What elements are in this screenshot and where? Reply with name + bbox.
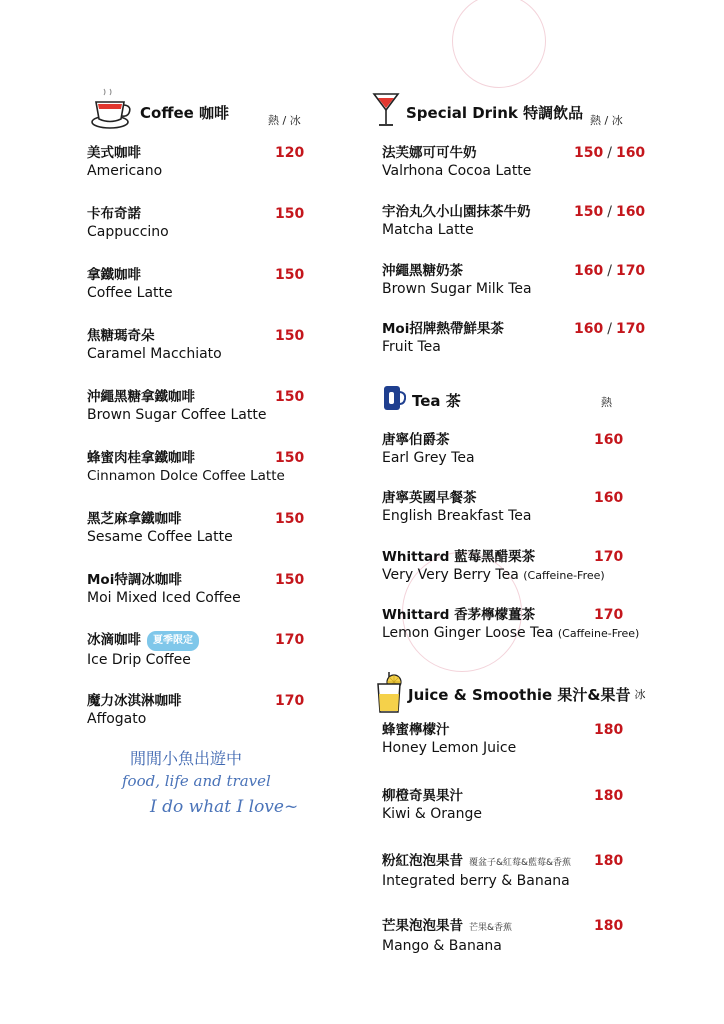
item-price: 180 [594,788,624,804]
item-name-zh: Whittard 香茅檸檬薑茶 [382,607,536,623]
item-name-en: Valrhona Cocoa Latte [382,163,532,179]
item-name-zh: 冰滴咖啡 [87,632,141,648]
menu-item [87,631,327,669]
price-separator: / [607,321,612,337]
item-price: 150 [275,206,305,222]
item-name-en: Cinnamon Dolce Coffee Latte [87,468,285,484]
item-name-zh: Moi招牌熱帶鮮果茶 [382,321,504,337]
menu-item [382,489,622,525]
item-name-zh: 唐寧英國早餐茶 [382,490,477,506]
price-separator: / [607,263,612,279]
menu-item [87,144,327,180]
item-price: 180 [594,722,624,738]
menu-item [87,205,327,241]
menu-item [382,203,646,239]
item-name-zh: 拿鐵咖啡 [87,267,141,283]
juice-temp-label: 冰 [634,688,646,701]
item-price: 150 [275,328,305,344]
menu-item [382,548,622,585]
item-name-zh: 柳橙奇異果汁 [382,788,463,804]
item-name-en: Affogato [87,711,147,727]
menu-item [87,388,327,424]
item-name-zh: 蜂蜜肉桂拿鐵咖啡 [87,450,195,466]
menu-item [382,606,640,643]
tea-section-title: Tea 茶 [412,391,461,410]
price-iced: 160 [615,204,646,220]
special-temp-label: 熱 / 冰 [590,114,623,127]
item-name-zh: 焦糖瑪奇朵 [87,328,155,344]
item-name-zh: 卡布奇諾 [87,206,141,222]
menu-item [87,266,327,302]
seasonal-badge: 夏季限定 [147,631,199,651]
juice-section-header [374,670,646,718]
caffeine-free-note: (Caffeine-Free) [557,627,640,640]
price-hot: 150 [574,145,604,161]
item-price: 170 [594,607,624,623]
item-name-en: Moi Mixed Iced Coffee [87,590,241,606]
item-name-en: Very Very Berry Tea [382,567,519,583]
item-name-en: English Breakfast Tea [382,508,532,524]
watermark-motto: I do what I love~ [150,797,299,817]
menu-item [87,571,327,607]
cocktail-glass-icon [372,90,400,134]
item-price: 150 [275,511,305,527]
item-name-zh: 宇治丸久小山園抹茶牛奶 [382,204,531,220]
item-name-zh: 沖繩黑糖奶茶 [382,263,463,279]
menu-item [87,692,327,728]
item-name-zh: 蜂蜜檸檬汁 [382,722,450,738]
tea-section-header [382,384,461,416]
menu-item [382,852,622,890]
item-name-en: Earl Grey Tea [382,450,475,466]
item-name-zh: 芒果泡泡果昔 [382,918,463,934]
item-name-en: Fruit Tea [382,339,441,355]
ingredients-note: 覆盆子&紅莓&藍莓&香蕉 [469,858,572,868]
price-hot: 160 [574,263,604,279]
item-price: 170 [594,549,624,565]
menu-item [87,327,327,363]
special-section-title: Special Drink 特調飲品 [406,103,584,122]
item-name-en: Mango & Banana [382,938,502,954]
item-price: 120 [275,145,305,161]
coffee-section-title: Coffee 咖啡 [140,103,230,122]
menu-item [382,917,622,955]
item-name-en: Integrated berry & Banana [382,873,570,889]
tea-temp-label: 熱 [601,396,612,409]
special-section-header [372,90,583,134]
watermark-tagline: food, life and travel [122,772,271,790]
price-iced: 160 [615,145,646,161]
item-price [574,320,645,338]
price-separator: / [607,204,612,220]
menu-item [382,320,646,356]
price-separator: / [607,145,612,161]
item-price: 150 [275,389,305,405]
menu-item [382,431,622,467]
coffee-cup-icon [90,88,134,136]
item-name-en: Lemon Ginger Loose Tea [382,625,554,641]
item-name-en: Brown Sugar Milk Tea [382,281,532,297]
item-price: 160 [594,490,624,506]
item-name-zh: 法芙娜可可牛奶 [382,145,477,161]
item-price: 150 [275,572,305,588]
caffeine-free-note: (Caffeine-Free) [523,569,605,582]
item-name-zh: Moi特調冰咖啡 [87,572,182,588]
item-name-en: Kiwi & Orange [382,806,482,822]
menu-item [87,449,327,485]
price-iced: 170 [615,263,646,279]
watermark-title: 閒閒小魚出遊中 [130,749,243,768]
lemon-juice-icon [374,670,404,718]
item-price [574,144,645,162]
item-price: 150 [275,450,305,466]
coffee-temp-label: 熱 / 冰 [268,114,301,127]
tea-cup-icon [382,384,406,416]
item-name-en: Honey Lemon Juice [382,740,517,756]
item-name-zh: 美式咖啡 [87,145,141,161]
item-name-en: Ice Drip Coffee [87,652,191,668]
item-name-zh: 粉紅泡泡果昔 [382,853,463,869]
item-price: 170 [275,693,305,709]
item-name-en: Cappuccino [87,224,169,240]
item-price [574,262,645,280]
item-price: 160 [594,432,624,448]
item-name-en: Caramel Macchiato [87,346,222,362]
item-name-zh: 唐寧伯爵茶 [382,432,450,448]
item-price: 180 [594,918,624,934]
price-hot: 150 [574,204,604,220]
menu-item [382,262,646,298]
item-price [574,203,645,221]
price-hot: 160 [574,321,604,337]
menu-item [382,721,622,757]
item-name-en: Matcha Latte [382,222,474,238]
item-name-zh: 魔力冰淇淋咖啡 [87,693,182,709]
menu-item [87,510,327,546]
item-price: 170 [275,632,305,648]
item-name-en: Sesame Coffee Latte [87,529,233,545]
item-name-en: Americano [87,163,163,179]
juice-section-title: Juice & Smoothie 果汁&果昔 [408,685,631,704]
item-name-en: Coffee Latte [87,285,173,301]
decorative-circle-top [452,0,546,88]
item-price: 180 [594,853,624,869]
item-name-zh: Whittard 藍莓黑醋栗茶 [382,549,536,565]
menu-item [382,144,646,180]
item-name-zh: 黑芝麻拿鐵咖啡 [87,511,182,527]
coffee-section-header [90,88,229,136]
price-iced: 170 [615,321,646,337]
ingredients-note: 芒果&香蕉 [469,923,513,933]
menu-item [382,787,622,823]
item-name-en: Brown Sugar Coffee Latte [87,407,267,423]
item-name-zh: 沖繩黑糖拿鐵咖啡 [87,389,195,405]
item-price: 150 [275,267,305,283]
